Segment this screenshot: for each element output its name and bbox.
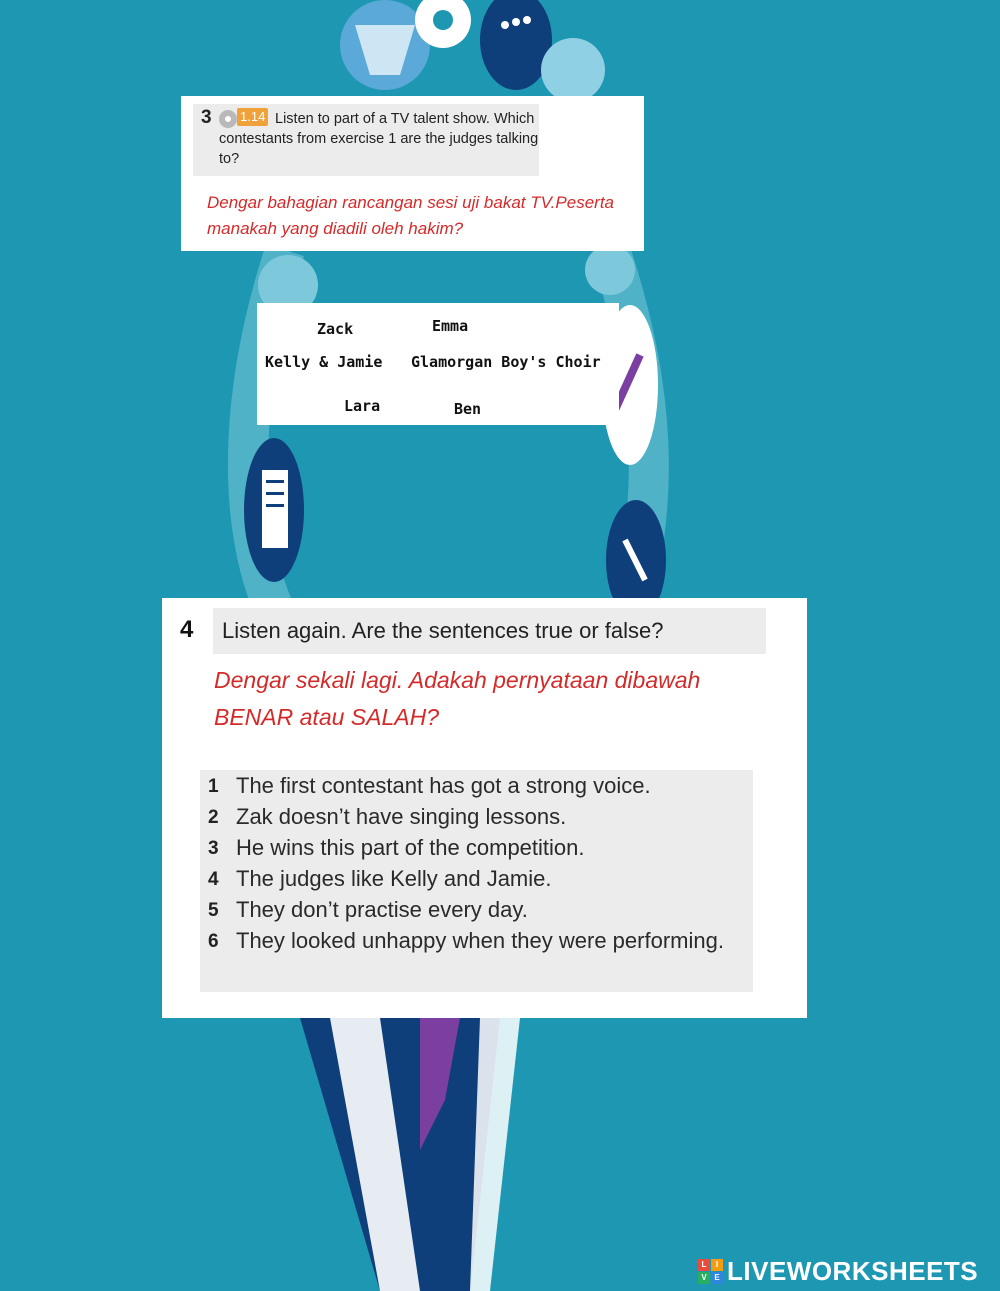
logo-letter: I [711,1259,723,1271]
exercise-translation: Dengar sekali lagi. Adakah pernyataan dibawah BENAR atau SALAH? [214,667,701,730]
contestant-name: Kelly & Jamie [265,353,383,371]
list-item: 5 They don’t practise every day. [208,897,528,922]
exercise-number: 4 [180,616,194,643]
list-item: 6 They looked unhappy when they were performing. [208,928,724,953]
logo-letter: L [698,1259,710,1271]
contestant-name: Lara [344,397,381,415]
list-item: 2 Zak doesn’t have singing lessons. [208,804,567,829]
exercise-instruction: Listen to part of a TV talent show. Which contestants from exercise 1 are the judges talking to? [219,111,539,167]
list-item: 4 The judges like Kelly and Jamie. [208,866,552,891]
exercise-instruction: Listen again. Are the sentences true or false? [222,618,664,643]
exercise-translation: Dengar bahagian rancangan sesi uji bakat TV.Peserta manakah yang diadili oleh hakim? [207,193,614,238]
liveworksheets-logo[interactable] [698,1256,978,1286]
contestant-name: Zack [317,320,354,338]
logo-text: LIVEWORKSHEETS [727,1255,979,1286]
contestant-name: Emma [432,317,469,335]
logo-letter: E [711,1272,723,1284]
contestant-list [257,303,619,425]
exercise-number: 3 [201,107,212,128]
logo-letter: V [698,1272,710,1284]
list-item: 1 The first contestant has got a strong voice. [208,773,651,798]
audio-track-badge: 1.14 [237,108,268,126]
logo-mark-icon [698,1259,723,1284]
contestant-name: Ben [454,400,482,418]
contestant-name: Glamorgan Boy's Choir [411,353,601,371]
exercise-3-panel [181,96,644,251]
list-item: 3 He wins this part of the competition. [208,835,585,860]
sentence-list [208,770,748,956]
exercise-4-panel [162,598,807,1018]
chat-bubble-icon [480,0,552,90]
